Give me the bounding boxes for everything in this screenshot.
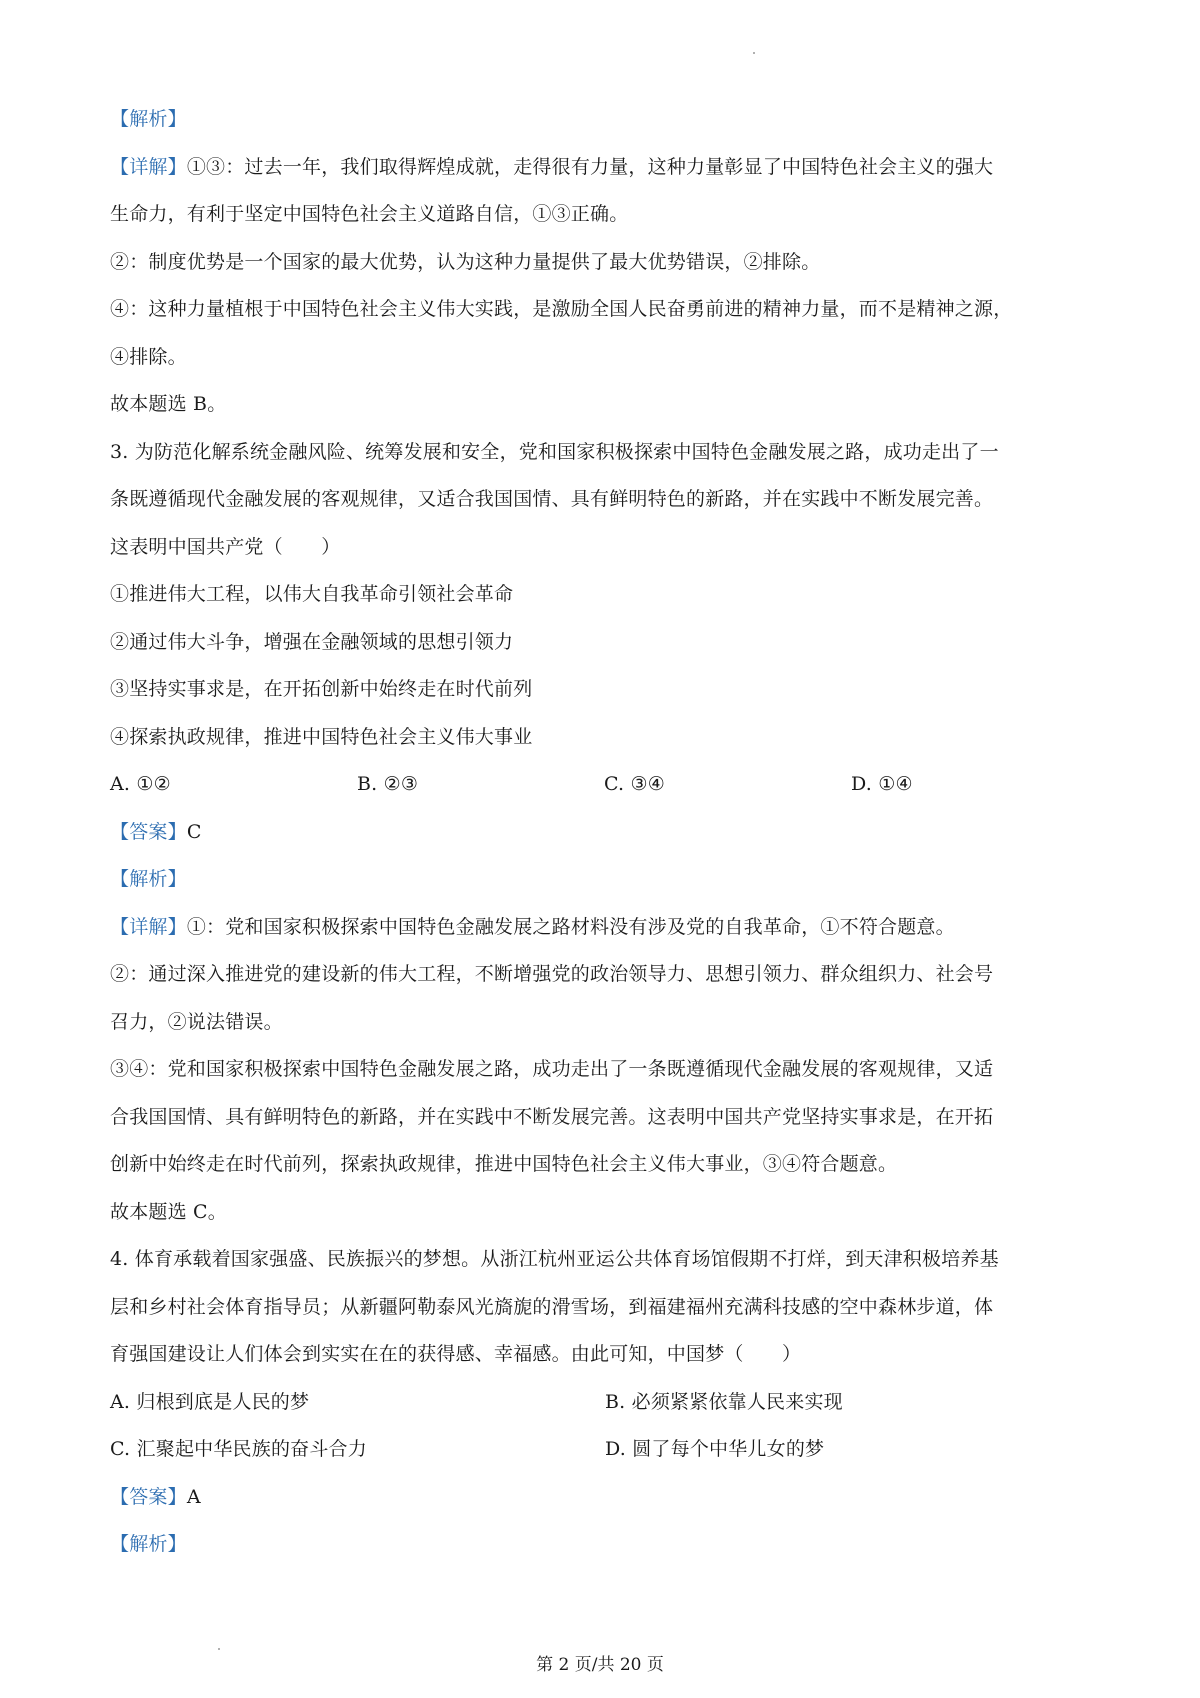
labeled-line [110,904,1100,952]
text-line: ④：这种力量植根于中国特色社会主义伟大实践，是激励全国人民奋勇前进的精神力量，而不是精神之源， [110,298,1013,320]
section-tag: 【详解】 [110,915,187,938]
line-text: ①：党和国家积极探索中国特色金融发展之路材料没有涉及党的自我革命，①不符合题意。 [186,915,955,938]
text-line: ③④：党和国家积极探索中国特色金融发展之路，成功走出了一条既遵循现代金融发展的客观规律，又适 [110,1058,994,1080]
answer-option: D. ①④ [851,773,913,795]
answer-option: B. ②③ [357,773,419,795]
section-tag: 【详解】 [110,155,187,178]
text-line: ④探索执政规律，推进中国特色社会主义伟大事业 [110,725,533,748]
line-text: A [186,1485,201,1508]
text-line: 3. 为防范化解系统金融风险、统筹发展和安全，党和国家积极探索中国特色金融发展之路，成功走出了一 [110,440,999,463]
text-line: ②：通过深入推进党的建设新的伟大工程，不断增强党的政治领导力、思想引领力、群众组织力、社会号 [110,963,994,985]
section-tag: 【解析】 [110,868,187,890]
section-tag: 【答案】 [110,820,187,843]
labeled-line [110,96,1100,144]
answer-option: A. ①② [110,773,171,795]
labeled-line [110,809,1100,857]
line-text: ①③：过去一年，我们取得辉煌成就，走得很有力量，这种力量彰显了中国特色社会主义的强大 [186,155,994,178]
section-tag: 【解析】 [110,108,187,130]
answer-option: D. 圆了每个中华儿女的梦 [605,1438,825,1460]
text-line: 这表明中国共产党（ ） [110,535,341,558]
text-line: ③坚持实事求是，在开拓创新中始终走在时代前列 [110,678,533,700]
text-line: 故本题选 B。 [110,393,227,415]
section-tag: 【答案】 [110,1485,187,1508]
answer-option: B. 必须紧紧依靠人民来实现 [605,1390,843,1413]
text-line: 条既遵循现代金融发展的客观规律，又适合我国国情、具有鲜明特色的新路，并在实践中不断发展完善。 [110,488,994,510]
answer-options [110,761,1100,809]
answer-option: C. ③④ [604,773,666,795]
section-tag: 【解析】 [110,1533,187,1555]
line-text: C [186,820,202,843]
text-line: ①推进伟大工程，以伟大自我革命引领社会革命 [110,583,514,605]
text-line: ②通过伟大斗争，增强在金融领域的思想引领力 [110,630,514,653]
labeled-line [110,1474,1100,1522]
text-line: 生命力，有利于坚定中国特色社会主义道路自信，①③正确。 [110,203,629,225]
text-line: 层和乡村社会体育指导员；从新疆阿勒泰风光旖旎的滑雪场，到福建福州充满科技感的空中森林步道，体 [110,1295,994,1318]
text-line: ④排除。 [110,345,187,368]
scan-speck [753,52,755,54]
answer-options [110,1379,1100,1427]
text-line: 创新中始终走在时代前列，探索执政规律，推进中国特色社会主义伟大事业，③④符合题意。 [110,1153,898,1175]
document-body [110,96,1100,1569]
labeled-line [110,856,1100,904]
text-line: 合我国国情、具有鲜明特色的新路，并在实践中不断发展完善。这表明中国共产党坚持实事求是，在开拓 [110,1105,994,1128]
answer-option: C. 汇聚起中华民族的奋斗合力 [110,1438,367,1460]
labeled-line [110,1521,1100,1569]
text-line: 育强国建设让人们体会到实实在在的获得感、幸福感。由此可知，中国梦（ ） [110,1343,802,1365]
text-line: 故本题选 C。 [110,1200,227,1223]
answer-option: A. 归根到底是人民的梦 [110,1390,310,1413]
answer-options [110,1426,1100,1474]
scan-speck [218,1648,220,1650]
page-footer: 第 2 页/共 20 页 [536,1655,664,1675]
text-line: 召力，②说法错误。 [110,1010,283,1033]
labeled-line [110,144,1100,192]
text-line: ②：制度优势是一个国家的最大优势，认为这种力量提供了最大优势错误，②排除。 [110,250,821,273]
text-line: 4. 体育承载着国家强盛、民族振兴的梦想。从浙江杭州亚运公共体育场馆假期不打烊，到天津积极培养基 [110,1248,999,1270]
